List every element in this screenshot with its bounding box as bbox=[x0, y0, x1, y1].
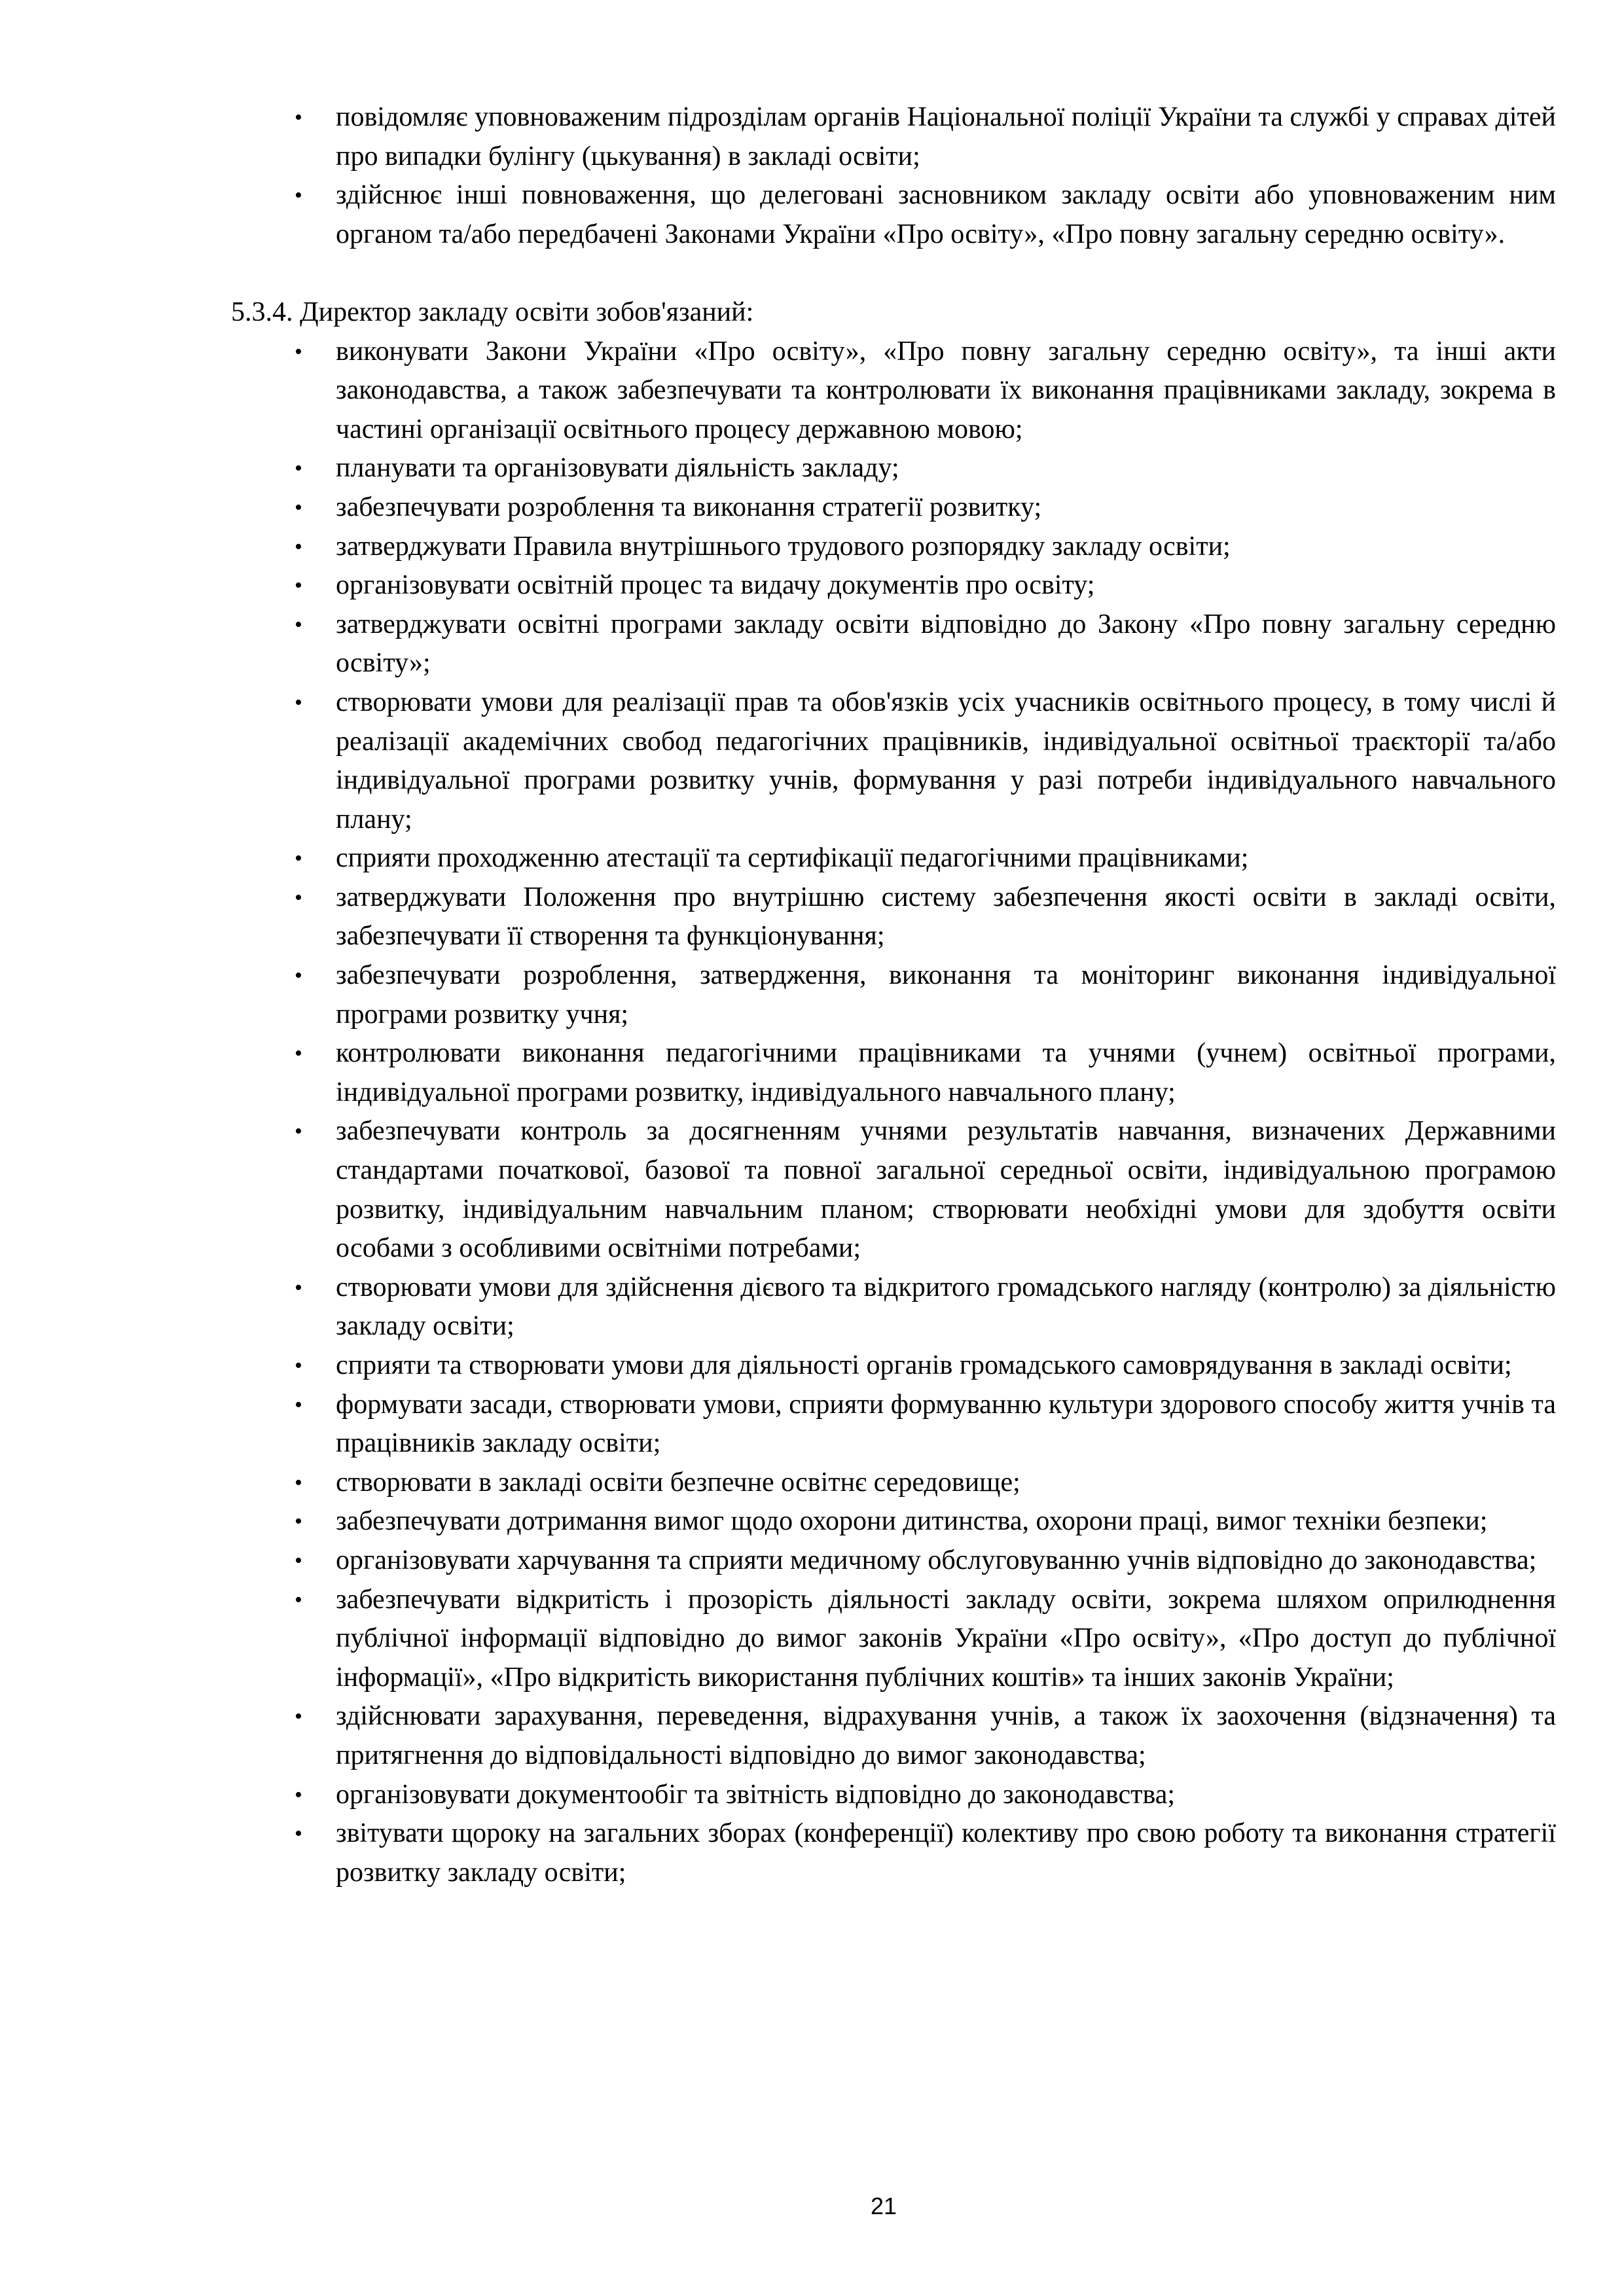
bullet-icon: • bbox=[295, 105, 302, 130]
section-heading: 5.3.4. Директор закладу освіти зобов'язаний: bbox=[231, 296, 754, 327]
bullet-icon: • bbox=[295, 1509, 302, 1534]
list-item-text: здійснює інші повноваження, що делеговані засновником закладу освіти або уповноваженим ним органом та/або передбачені Законами України «Про освіту», «Про повну загальну середню освіту». bbox=[336, 180, 1556, 249]
list-item-text: планувати та організовувати діяльність закладу; bbox=[336, 453, 899, 484]
bullet-icon: • bbox=[295, 183, 302, 208]
list-item-text: контролювати виконання педагогічними працівниками та учнями (учнем) освітньої програми, індивідуальної програми розвитку, індивідуального навчального плану; bbox=[336, 1038, 1556, 1107]
list-item bbox=[295, 1112, 1556, 1268]
list-item-text: забезпечувати розроблення, затвердження, виконання та моніторинг виконання індивідуальної програми розвитку учня; bbox=[336, 960, 1556, 1030]
list-item-text: формувати засади, створювати умови, сприяти формуванню культури здорового способу життя учнів та працівників закладу освіти; bbox=[336, 1389, 1556, 1459]
list-item bbox=[295, 1502, 1556, 1541]
bullet-icon: • bbox=[295, 1392, 302, 1417]
list-item bbox=[295, 98, 1556, 176]
list-item-text: організовувати харчування та сприяти медичному обслуговуванню учнів відповідно до законодавства; bbox=[336, 1545, 1537, 1575]
list-item bbox=[295, 449, 1556, 488]
bullet-icon: • bbox=[295, 1041, 302, 1066]
list-item-text: затверджувати освітні програми закладу освіти відповідно до Закону «Про повну загальну середню освіту»; bbox=[336, 609, 1556, 679]
list-item-text: створювати в закладі освіти безпечне освітнє середовище; bbox=[336, 1467, 1020, 1498]
list-item-text: затверджувати Положення про внутрішню систему забезпечення якості освіти в закладі освіти, забезпечувати її створення та функціонування; bbox=[336, 882, 1556, 952]
bullet-icon: • bbox=[295, 612, 302, 637]
list-item bbox=[295, 1268, 1556, 1346]
bullet-icon: • bbox=[295, 573, 302, 598]
list-item-text: створювати умови для реалізації прав та обов'язків усіх учасників освітнього процесу, в тому числі й реалізації академічних свобод педагогічних працівників, індивідуальної освітньої траєкторії та/або індивідуальної програми розвитку учнів, формування у разі потреби індивідуального навчального плану; bbox=[336, 687, 1556, 834]
page-number: 21 bbox=[870, 2193, 897, 2219]
list-item-text: організовувати документообіг та звітність відповідно до законодавства; bbox=[336, 1779, 1176, 1810]
list-item bbox=[295, 839, 1556, 878]
bullet-icon: • bbox=[295, 495, 302, 520]
list-item-text: повідомляє уповноваженим підрозділам органів Національної поліції України та службі у справах дітей про випадки булінгу (цькування) в закладі освіти; bbox=[336, 102, 1556, 171]
bullet-icon: • bbox=[295, 1354, 302, 1378]
bullet-icon: • bbox=[295, 963, 302, 988]
bullet-icon: • bbox=[295, 339, 302, 364]
list-item bbox=[295, 1814, 1556, 1892]
list-item-text: звітувати щороку на загальних зборах (конференції) колективу про свою роботу та виконання стратегії розвитку закладу освіти; bbox=[336, 1818, 1556, 1888]
bullet-list-top bbox=[231, 98, 1556, 254]
list-item bbox=[295, 956, 1556, 1034]
bullet-icon: • bbox=[295, 1275, 302, 1300]
list-item-text: створювати умови для здійснення дієвого та відкритого громадського нагляду (контролю) за діяльністю закладу освіти; bbox=[336, 1272, 1556, 1342]
bullet-icon: • bbox=[295, 1470, 302, 1495]
list-item bbox=[295, 528, 1556, 567]
list-item-text: забезпечувати контроль за досягненням учнями результатів навчання, визначених Державними стандартами початкової, базової та повної загальної середньої освіти, індивідуальною програмою розвитку, індивідуальним навчальним планом; створювати необхідні умови для здобуття освіти особами з особливими освітніми потребами; bbox=[336, 1116, 1556, 1264]
list-item-text: забезпечувати розроблення та виконання стратегії розвитку; bbox=[336, 492, 1042, 522]
list-item bbox=[295, 1697, 1556, 1775]
document-body bbox=[231, 98, 1556, 1892]
list-item-text: здійснювати зарахування, переведення, відрахування учнів, а також їх заохочення (відзначення) та притягнення до відповідальності відповідно до вимог законодавства; bbox=[336, 1701, 1556, 1770]
bullet-icon: • bbox=[295, 534, 302, 559]
list-item bbox=[295, 1541, 1556, 1581]
bullet-list-director-duties bbox=[231, 332, 1556, 1893]
bullet-icon: • bbox=[295, 1587, 302, 1612]
list-item-text: забезпечувати дотримання вимог щодо охорони дитинства, охорони праці, вимог техніки безпеки; bbox=[336, 1506, 1488, 1537]
bullet-icon: • bbox=[295, 1821, 302, 1846]
list-item bbox=[295, 605, 1556, 683]
bullet-icon: • bbox=[295, 1548, 302, 1573]
list-item bbox=[295, 488, 1556, 528]
list-item bbox=[295, 1034, 1556, 1112]
list-item bbox=[295, 1581, 1556, 1698]
bullet-icon: • bbox=[295, 456, 302, 481]
list-item bbox=[295, 878, 1556, 956]
list-item bbox=[295, 566, 1556, 605]
bullet-icon: • bbox=[295, 885, 302, 910]
list-item bbox=[295, 1386, 1556, 1463]
list-item bbox=[295, 176, 1556, 254]
bullet-icon: • bbox=[295, 1119, 302, 1144]
list-item-text: виконувати Закони України «Про освіту», «Про повну загальну середню освіту», та інші акти законодавства, а також забезпечувати та контролювати їх виконання працівниками закладу, зокрема в частині організації освітнього процесу державною мовою; bbox=[336, 336, 1556, 444]
bullet-icon: • bbox=[295, 1704, 302, 1729]
list-item-text: затверджувати Правила внутрішнього трудового розпорядку закладу освіти; bbox=[336, 531, 1231, 562]
bullet-icon: • bbox=[295, 1782, 302, 1807]
list-item-text: організовувати освітній процес та видачу документів про освіту; bbox=[336, 570, 1095, 601]
list-item bbox=[295, 1776, 1556, 1815]
list-item bbox=[295, 1463, 1556, 1503]
list-item bbox=[295, 332, 1556, 450]
bullet-icon: • bbox=[295, 846, 302, 871]
bullet-icon: • bbox=[295, 690, 302, 715]
list-item-text: забезпечувати відкритість і прозорість діяльності закладу освіти, зокрема шляхом оприлюднення публічної інформації відповідно до вимог законів України «Про освіту», «Про доступ до публічної інформації», «Про відкритість використання публічних коштів» та інших законів України; bbox=[336, 1584, 1556, 1693]
list-item bbox=[295, 1346, 1556, 1386]
list-item-text: сприяти проходженню атестації та сертифікації педагогічними працівниками; bbox=[336, 843, 1249, 874]
list-item-text: сприяти та створювати умови для діяльності органів громадського самоврядування в закладі освіти; bbox=[336, 1350, 1512, 1380]
list-item bbox=[295, 683, 1556, 839]
